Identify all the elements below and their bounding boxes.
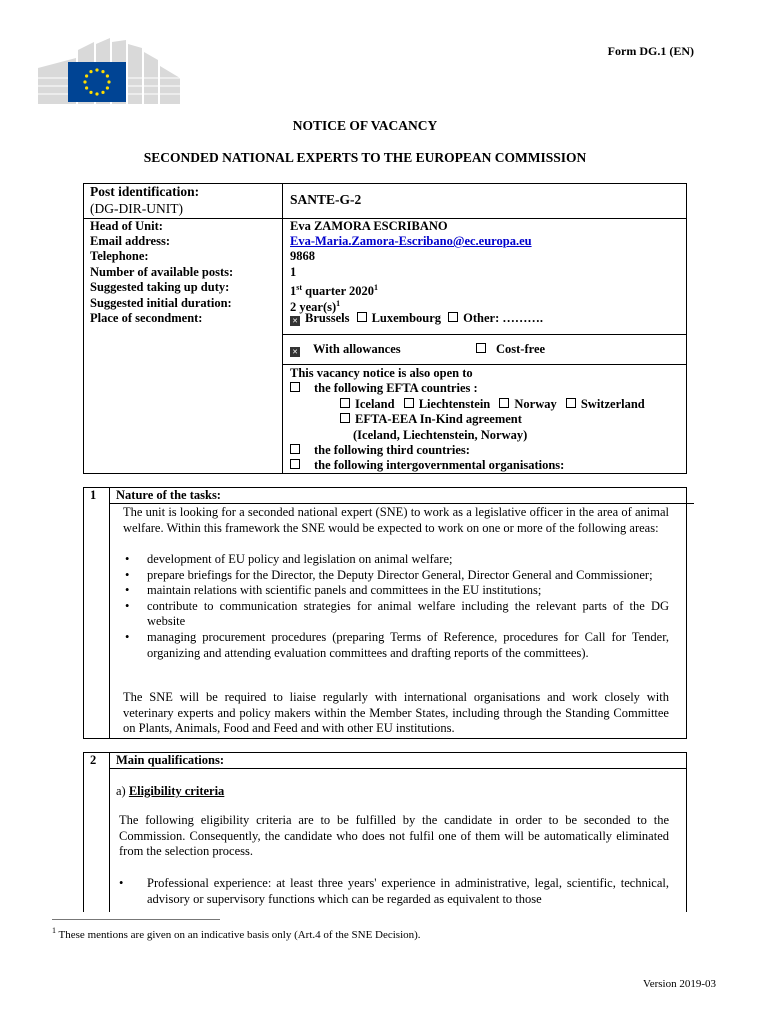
eea-checkbox[interactable] — [340, 413, 350, 423]
place-of-secondment-label: Place of secondment: — [90, 311, 203, 325]
eligibility-subheading: a) Eligibility criteria — [116, 784, 225, 798]
list-item: • prepare briefings for the Director, the Deputy Director General, Director General and Commissioner; — [123, 568, 669, 584]
igo-option: the following intergovernmental organisations: — [290, 458, 564, 474]
list-item: • contribute to communication strategies for animal welfare including the relevant parts of the DG website — [123, 599, 669, 630]
footnote: $^1$ These mentions are given on an indicative basis only (Art.4 of the SNE Decision). — [52, 926, 421, 941]
igo-checkbox[interactable] — [290, 459, 300, 469]
with-allowances-checkbox[interactable]: ✕ — [290, 347, 300, 357]
section-2-heading: Main qualifications: — [116, 753, 224, 767]
liechtenstein-checkbox[interactable] — [404, 398, 414, 408]
list-item: • development of EU policy and legislation on animal welfare; — [123, 552, 669, 568]
head-of-unit-label: Head of Unit: — [90, 219, 163, 233]
eea-option: EFTA-EEA In-Kind agreement — [340, 412, 522, 428]
brussels-checkbox[interactable]: ✕ — [290, 316, 300, 326]
version-label: Version 2019-03 — [642, 978, 716, 990]
iceland-checkbox[interactable] — [340, 398, 350, 408]
taking-up-duty-value: 1st quarter 2020$^1$ — [290, 283, 379, 298]
allowances-option: ✕ With allowances — [290, 342, 401, 358]
email-link[interactable]: Eva-Maria.Zamora-Escribano@ec.europa.eu — [290, 234, 532, 248]
initial-duration-value: 2 $year(s)^1$ — [290, 299, 341, 314]
available-posts-value: 1 — [290, 265, 297, 279]
list-item: • maintain relations with scientific panels and committees in the EU institutions; — [123, 583, 669, 599]
taking-up-duty-label: Suggested taking up duty: — [90, 280, 230, 294]
section-2-intro: The following eligibility criteria are to be fulfilled by the candidate in order to be seconded to the Commission. Consequently, the candidate who does not fulfil one of them will be automatically eliminated from the selection process. — [119, 813, 669, 859]
email-label: Email address: — [90, 234, 170, 248]
telephone-value: 9868 — [290, 249, 315, 263]
third-countries-option: the following third countries: — [290, 443, 470, 459]
efta-checkbox[interactable] — [290, 382, 300, 392]
section-1-outro: The SNE will be required to liaise regularly with international organisations and work closely with veterinary experts and policy makers within the Member States, including through the Standing Committee on Plants, Animals, Food and Feed and with other EU institutions. — [123, 690, 669, 736]
section-1-number: 1 — [90, 488, 97, 502]
head-of-unit-value: Eva ZAMORA ESCRIBANO — [290, 219, 448, 233]
section-2-number: 2 — [90, 753, 97, 767]
initial-duration-label: Suggested initial duration: — [90, 296, 232, 310]
form-id: Form DG.1 (EN) — [607, 44, 694, 58]
section-1-intro: The unit is looking for a seconded national expert (SNE) to work as a legislative officer in the area of animal welfare. Within this framework the SNE would be expected to work on one or more of the following areas: — [123, 505, 669, 535]
section-1-task-list — [123, 552, 669, 661]
luxembourg-checkbox[interactable] — [357, 312, 367, 322]
post-id-value: SANTE-G-2 — [290, 192, 362, 207]
page-subtitle: SECONDED NATIONAL EXPERTS TO THE EUROPEAN COMMISSION — [143, 150, 587, 165]
open-to-intro: This vacancy notice is also open to — [290, 366, 473, 380]
page-title: NOTICE OF VACANCY — [292, 118, 438, 133]
efta-country-list: Iceland Liechtenstein Norway Switzerland — [340, 397, 645, 413]
norway-checkbox[interactable] — [499, 398, 509, 408]
post-id-label: Post identification: — [90, 184, 200, 199]
cost-free-checkbox[interactable] — [476, 343, 486, 353]
list-item: • managing procurement procedures (preparing Terms of Reference, procedures for Call for Tender, organizing and attending evaluation committees and drafting reports of the committees). — [123, 630, 669, 661]
section-1-heading: Nature of the tasks: — [116, 488, 221, 502]
post-id-sublabel: (DG-DIR-UNIT) — [90, 201, 183, 216]
eea-note: (Iceland, Liechtenstein, Norway) — [353, 428, 528, 442]
costfree-option: Cost-free — [476, 342, 545, 358]
other-place-checkbox[interactable] — [448, 312, 458, 322]
eligibility-criteria-list — [117, 876, 669, 906]
switzerland-checkbox[interactable] — [566, 398, 576, 408]
european-commission-logo — [38, 38, 183, 106]
third-countries-checkbox[interactable] — [290, 444, 300, 454]
telephone-label: Telephone: — [90, 249, 149, 263]
place-of-secondment-value: ✕ Brussels Luxembourg Other: ………. — [290, 311, 543, 327]
efta-countries-option: the following EFTA countries : — [290, 381, 478, 397]
available-posts-label: Number of available posts: — [90, 265, 234, 279]
list-item: • Professional experience: at least three years' experience in administrative, legal, scientific, technical, advisory or supervisory functions which can be regarded as equivalent to those — [117, 876, 669, 906]
